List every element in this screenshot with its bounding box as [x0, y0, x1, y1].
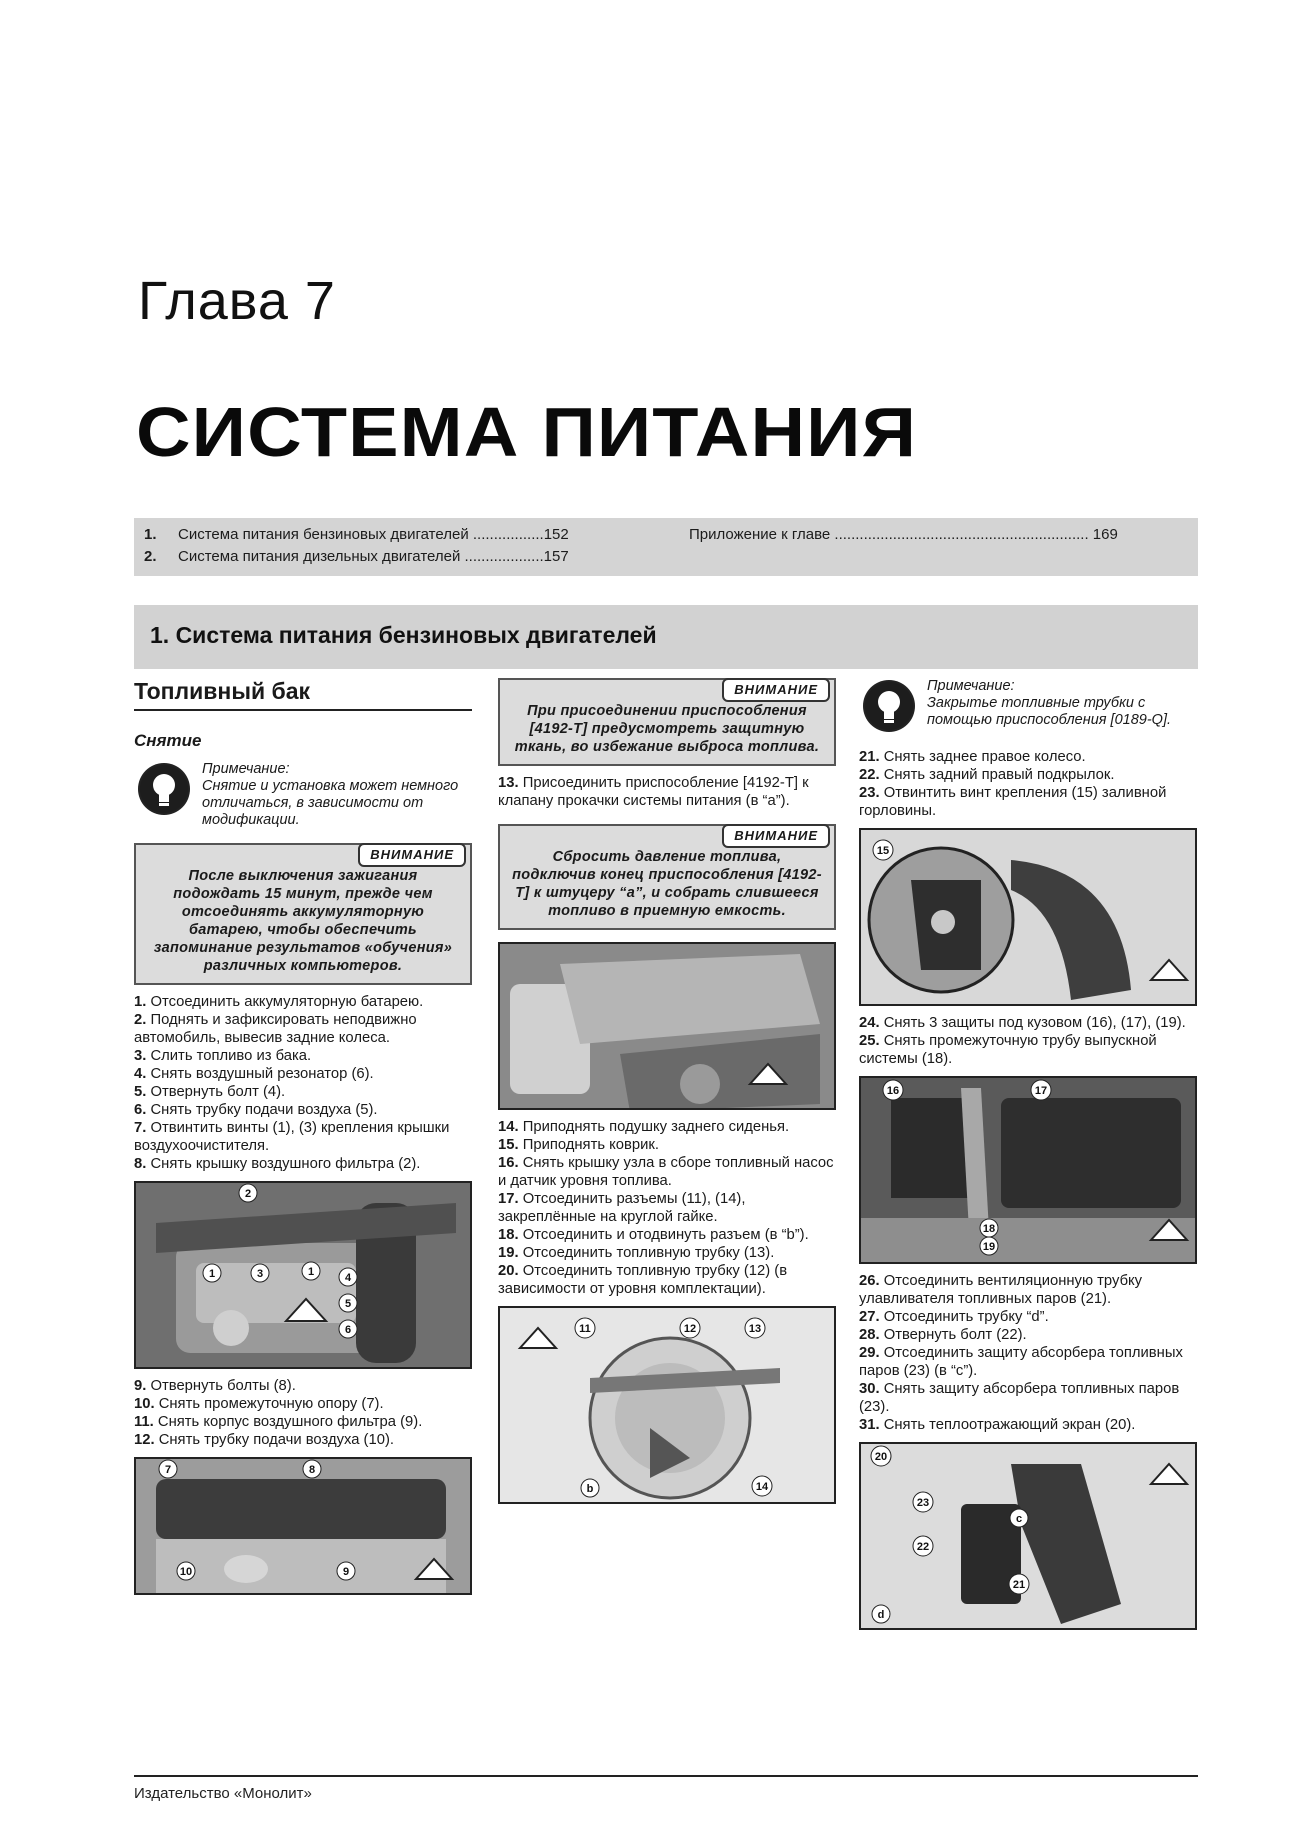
- photo-callout: 7: [164, 1464, 172, 1476]
- photo-callout: 16: [886, 1085, 900, 1097]
- underbody-photo: [859, 1076, 1197, 1264]
- note-heading: Примечание:: [202, 761, 290, 777]
- list-item: 22. Снять задний правый подкрылок.: [859, 767, 1115, 783]
- list-item: 7. Отвинтить винты (1), (3) крепления крышки воздухоочистителя.: [134, 1120, 450, 1154]
- photo-callout: 8: [308, 1464, 316, 1476]
- warning-label: ВНИМАНИЕ: [722, 824, 830, 848]
- photo-callout: 15: [876, 845, 890, 857]
- toc-item-text: Система питания дизельных двигателей ...................157: [178, 548, 569, 565]
- note-heading: Примечание:: [927, 678, 1015, 694]
- list-item: 26. Отсоединить вентиляционную трубку улавливателя топливных паров (21).: [859, 1273, 1143, 1307]
- steps-list: [498, 774, 836, 810]
- column-2: [498, 678, 836, 1504]
- list-item: 15. Приподнять коврик.: [498, 1137, 659, 1153]
- warning-box: [498, 678, 836, 766]
- warning-label: ВНИМАНИЕ: [358, 843, 466, 867]
- list-item: 19. Отсоединить топливную трубку (13).: [498, 1245, 775, 1261]
- list-item: 10. Снять промежуточную опору (7).: [134, 1396, 384, 1412]
- air-filter-photo: [134, 1457, 472, 1595]
- engine-photo: [134, 1181, 472, 1369]
- chapter-label: Глава 7: [138, 271, 336, 331]
- subheading: Топливный бак: [134, 678, 472, 711]
- filler-neck-photo: [859, 828, 1197, 1006]
- list-item: 2. Поднять и зафиксировать неподвижно автомобиль, вывесив задние колеса.: [134, 1012, 417, 1046]
- lightbulb-icon: [863, 680, 915, 732]
- list-item: 25. Снять промежуточную трубу выпускной системы (18).: [859, 1033, 1157, 1067]
- photo-callout: 10: [179, 1566, 193, 1578]
- list-item: 20. Отсоединить топливную трубку (12) (в зависимости от уровня комплектации).: [498, 1263, 788, 1297]
- warning-text: При присоединении приспособления [4192-T] предусмотреть защитную ткань, во избежание выброса топлива.: [514, 703, 820, 755]
- engine-bay-photo: [498, 942, 836, 1110]
- steps-list: [859, 748, 1197, 820]
- steps-list: [859, 1014, 1197, 1068]
- photo-callout: 17: [1034, 1085, 1048, 1097]
- photo-callout: 13: [748, 1323, 762, 1335]
- toc-item-number: 1.: [144, 526, 157, 543]
- list-item: 21. Снять заднее правое колесо.: [859, 749, 1086, 765]
- list-item: 31. Снять теплоотражающий экран (20).: [859, 1417, 1136, 1433]
- list-item: 18. Отсоединить и отодвинуть разъем (в “b”).: [498, 1227, 809, 1243]
- photo-callout: 6: [344, 1324, 352, 1336]
- warning-label: ВНИМАНИЕ: [722, 678, 830, 702]
- photo-callout: d: [877, 1609, 885, 1621]
- list-item: 23. Отвинтить винт крепления (15) заливной горловины.: [859, 785, 1167, 819]
- list-item: 3. Слить топливо из бака.: [134, 1048, 312, 1064]
- warning-text: Сбросить давление топлива, подключив конец приспособления [4192-T] к штуцеру “а”, и собрать слившееся топливо в приемную емкость.: [512, 849, 822, 919]
- photo-callout: 1: [307, 1266, 315, 1278]
- chapter-title: СИСТЕМА ПИТАНИЯ: [136, 393, 917, 471]
- photo-callout: 18: [982, 1223, 996, 1235]
- warning-box: [498, 824, 836, 930]
- list-item: 12. Снять трубку подачи воздуха (10).: [134, 1432, 394, 1448]
- table-of-contents: [134, 518, 1198, 576]
- photo-callout: 12: [683, 1323, 697, 1335]
- photo-callout: 11: [579, 1323, 591, 1335]
- toc-item: [144, 526, 569, 543]
- photo-callout: 20: [874, 1451, 888, 1463]
- list-item: 1. Отсоединить аккумуляторную батарею.: [134, 994, 424, 1010]
- toc-item: [144, 548, 569, 565]
- photo-callout: 22: [916, 1541, 930, 1553]
- photo-callout: 5: [344, 1298, 352, 1310]
- photo-callout: b: [586, 1483, 594, 1495]
- absorber-photo: [859, 1442, 1197, 1630]
- photo-callout: 9: [342, 1566, 350, 1578]
- photo-callout: 3: [256, 1268, 264, 1280]
- list-item: 28. Отвернуть болт (22).: [859, 1327, 1027, 1343]
- list-item: 16. Снять крышку узла в сборе топливный насос и датчик уровня топлива.: [498, 1155, 834, 1189]
- section-header: [134, 605, 1198, 669]
- note-text: Снятие и установка может немного отличаться, в зависимости от модификации.: [202, 778, 459, 828]
- list-item: 24. Снять 3 защиты под кузовом (16), (17), (19).: [859, 1015, 1186, 1031]
- steps-list: [134, 1377, 472, 1449]
- list-item: 6. Снять трубку подачи воздуха (5).: [134, 1102, 378, 1118]
- list-item: 17. Отсоединить разъемы (11), (14), закреплённые на круглой гайке.: [498, 1191, 746, 1225]
- list-item: 27. Отсоединить трубку “d”.: [859, 1309, 1049, 1325]
- toc-item-text: Приложение к главе ............................................................. 169: [689, 526, 1118, 543]
- column-3: [859, 678, 1197, 1630]
- column-1: [134, 678, 472, 1595]
- note: [859, 678, 1197, 740]
- fuel-pump-photo: [498, 1306, 836, 1504]
- steps-list: [134, 993, 472, 1173]
- steps-list: [859, 1272, 1197, 1434]
- toc-item-number: 2.: [144, 548, 157, 565]
- photo-callout: 1: [208, 1268, 216, 1280]
- warning-box: [134, 843, 472, 985]
- footer-publisher: Издательство «Монолит»: [134, 1785, 312, 1802]
- toc-item: [689, 526, 1118, 543]
- note-text: Закрытье топливные трубки с помощью приспособления [0189-Q].: [927, 695, 1172, 728]
- list-item: 11. Снять корпус воздушного фильтра (9).: [134, 1414, 423, 1430]
- photo-callout: 21: [1012, 1579, 1026, 1591]
- list-item: 5. Отвернуть болт (4).: [134, 1084, 286, 1100]
- steps-list: [498, 1118, 836, 1298]
- photo-callout: 19: [982, 1241, 996, 1253]
- photo-callout: 14: [755, 1481, 769, 1493]
- subsubheading: Снятие: [134, 731, 202, 750]
- photo-callout: 2: [244, 1188, 252, 1200]
- footer-divider: [134, 1775, 1198, 1777]
- photo-callout: 4: [344, 1272, 352, 1284]
- list-item: 14. Приподнять подушку заднего сиденья.: [498, 1119, 790, 1135]
- photo-callout: 23: [916, 1497, 930, 1509]
- list-item: 9. Отвернуть болты (8).: [134, 1378, 296, 1394]
- toc-item-text: Система питания бензиновых двигателей .................152: [178, 526, 569, 543]
- photo-callout: c: [1015, 1513, 1023, 1525]
- lightbulb-icon: [138, 763, 190, 815]
- list-item: 13. Присоединить приспособление [4192-T] к клапану прокачки системы питания (в “а”).: [498, 775, 809, 809]
- section-title: 1. Система питания бензиновых двигателей: [150, 622, 657, 648]
- list-item: 4. Снять воздушный резонатор (6).: [134, 1066, 374, 1082]
- warning-text: После выключения зажигания подождать 15 минут, прежде чем отсоединять аккумуляторную батарею, чтобы обеспечить запоминание результатов «обучения» различных компьютеров.: [153, 868, 453, 974]
- note: [134, 761, 472, 829]
- list-item: 30. Снять защиту абсорбера топливных паров (23).: [859, 1381, 1180, 1415]
- list-item: 29. Отсоединить защиту абсорбера топливных паров (23) (в “с”).: [859, 1345, 1183, 1379]
- list-item: 8. Снять крышку воздушного фильтра (2).: [134, 1156, 421, 1172]
